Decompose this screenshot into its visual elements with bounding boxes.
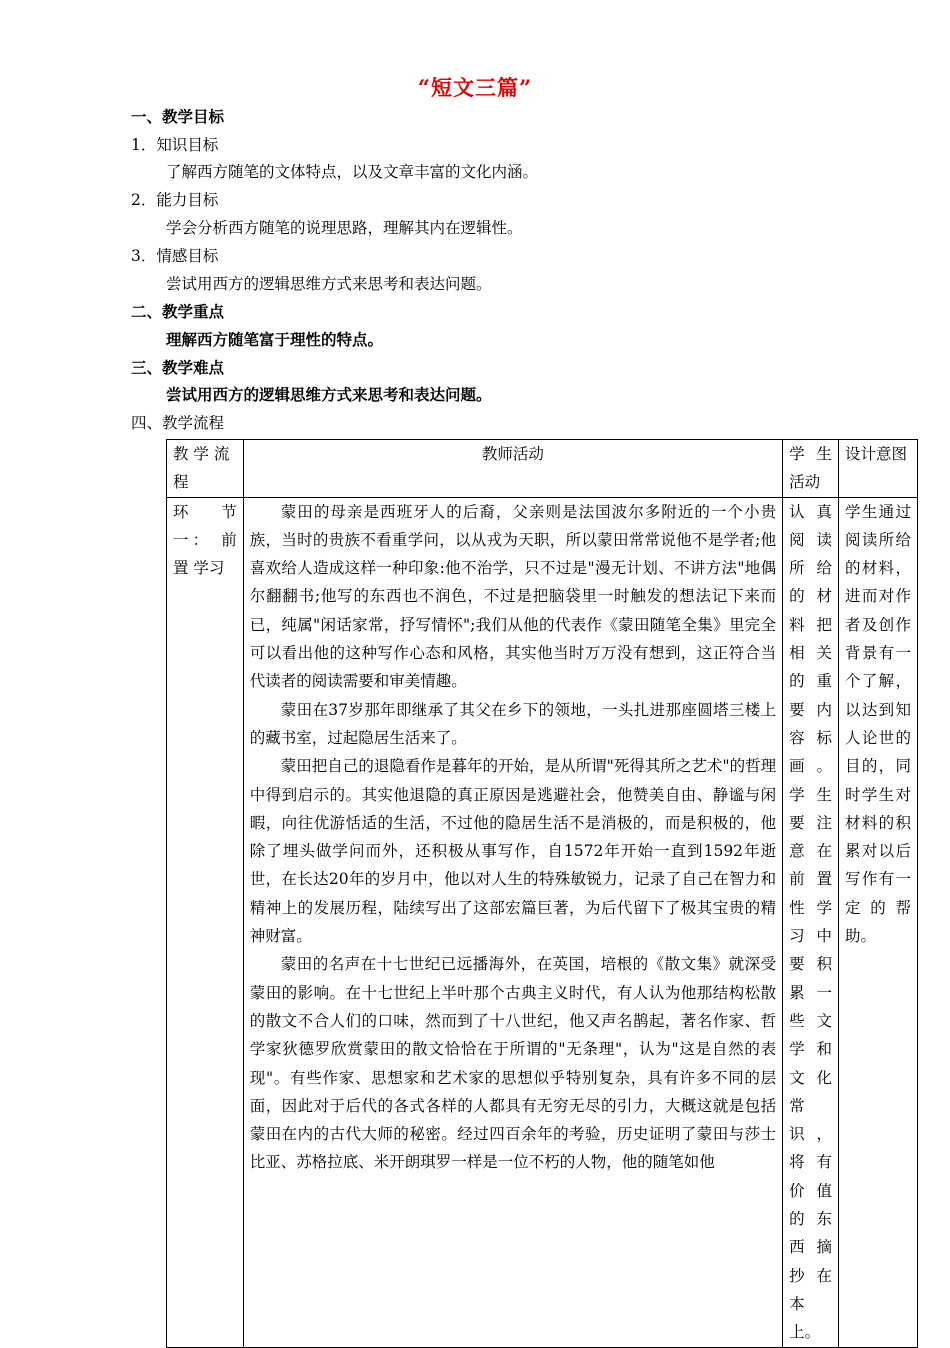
objective-2-text: 学会分析西方随笔的说理思路，理解其内在逻辑性。 <box>166 219 523 237</box>
section-heading-key-points: 二、教学重点 <box>131 302 225 321</box>
section-heading-process: 四、教学流程 <box>131 414 225 432</box>
objective-3-text: 尝试用西方的逻辑思维方式来思考和表达问题。 <box>166 275 492 293</box>
table-row <box>167 497 918 1347</box>
section-heading-objectives: 一、教学目标 <box>131 107 225 126</box>
table-header-row <box>167 440 918 498</box>
header-design-intent: 设计意图 <box>839 440 918 498</box>
section-heading-difficulties: 三、教学难点 <box>131 358 225 377</box>
teacher-activity-cell <box>243 497 782 1347</box>
teacher-paragraph: 蒙田的母亲是西班牙人的后裔，父亲则是法国波尔多附近的一个小贵族，当时的贵族不看重学问，以从戎为天职，所以蒙田常常说他不是学者;他喜欢给人造成这样一种印象:他不治学，只不过是"漫无计划、不讲方法"地偶尔翻翻书;他写的东西也不润色，不过是把脑袋里一时触发的想法记下来而已，纯属"闲话家常，抒写情怀";我们从他的代表作《蒙田随笔全集》里完全可以看出他的这种写作心态和风格，其实他当时万万没有想到，这正符合当代读者的阅读需要和审美情趣。 <box>249 502 777 691</box>
document-title: “短文三篇” <box>417 75 533 100</box>
header-student-activity: 学生活动 <box>783 440 839 498</box>
teacher-paragraph: 蒙田把自己的退隐看作是暮年的开始，是从所谓"死得其所之艺术"的哲理中得到启示的。其实他退隐的真正原因是逃避社会，他赞美自由、静谧与闲暇，向往优游恬适的生活，不过他的隐居生活不是消极的，而是积极的，他除了埋头做学问而外，还积极从事写作，自1572年开始一直到1592年逝世，在长达20年的岁月中，他以对人生的特殊敏锐力，记录了自己在智力和精神上的发展历程，陆续写出了这部宏篇巨著，为后代留下了极其宝贵的精神财富。 <box>249 757 777 946</box>
key-points-text: 理解西方随笔富于理性的特点。 <box>166 330 384 349</box>
student-activity-cell: 认真阅读所给的材料把相关的重要内容标画。学生要注意在前置性学习中要积累一些文学和文化常识，将有价值的东西摘抄在本上。 <box>783 497 839 1347</box>
header-process: 教 学 流 程 <box>167 440 244 498</box>
objective-1-label: 1．知识目标 <box>131 136 219 154</box>
teacher-paragraph: 蒙田在37岁那年即继承了其父在乡下的领地，一头扎进那座圆塔三楼上的藏书室，过起隐居生活来了。 <box>249 700 777 747</box>
stage-cell: 环 节 一： 前置 学习 <box>167 497 244 1347</box>
difficulties-text: 尝试用西方的逻辑思维方式来思考和表达问题。 <box>166 385 492 404</box>
design-intent-cell: 学生通过阅读所给的材料，进而对作者及创作背景有一个了解，以达到知人论世的目的，同时学生对材料的积累对以后写作有一定的帮助。 <box>839 497 918 1347</box>
objective-2-label: 2．能力目标 <box>131 191 219 209</box>
header-teacher-activity: 教师活动 <box>243 440 782 498</box>
teacher-paragraph: 蒙田的名声在十七世纪已远播海外，在英国，培根的《散文集》就深受蒙田的影响。在十七世纪上半叶那个古典主义时代，有人认为他那结构松散的散文不合人们的口味，然而到了十八世纪，他又声名鹊起，著名作家、哲学家狄德罗欣赏蒙田的散文恰恰在于所谓的"无条理"，认为"这是自然的表现"。有些作家、思想家和艺术家的思想似乎特别复杂，具有许多不同的层面，因此对于后代的各式各样的人都具有无穷无尽的引力，大概这就是包括蒙田在内的古代大师的秘密。经过四百余年的考验，历史证明了蒙田与莎士比亚、苏格拉底、米开朗琪罗一样是一位不朽的人物，他的随笔如他 <box>249 955 777 1172</box>
objective-3-label: 3．情感目标 <box>131 247 219 265</box>
teaching-process-table <box>166 439 918 1348</box>
objective-1-text: 了解西方随笔的文体特点，以及文章丰富的文化内涵。 <box>166 163 539 181</box>
